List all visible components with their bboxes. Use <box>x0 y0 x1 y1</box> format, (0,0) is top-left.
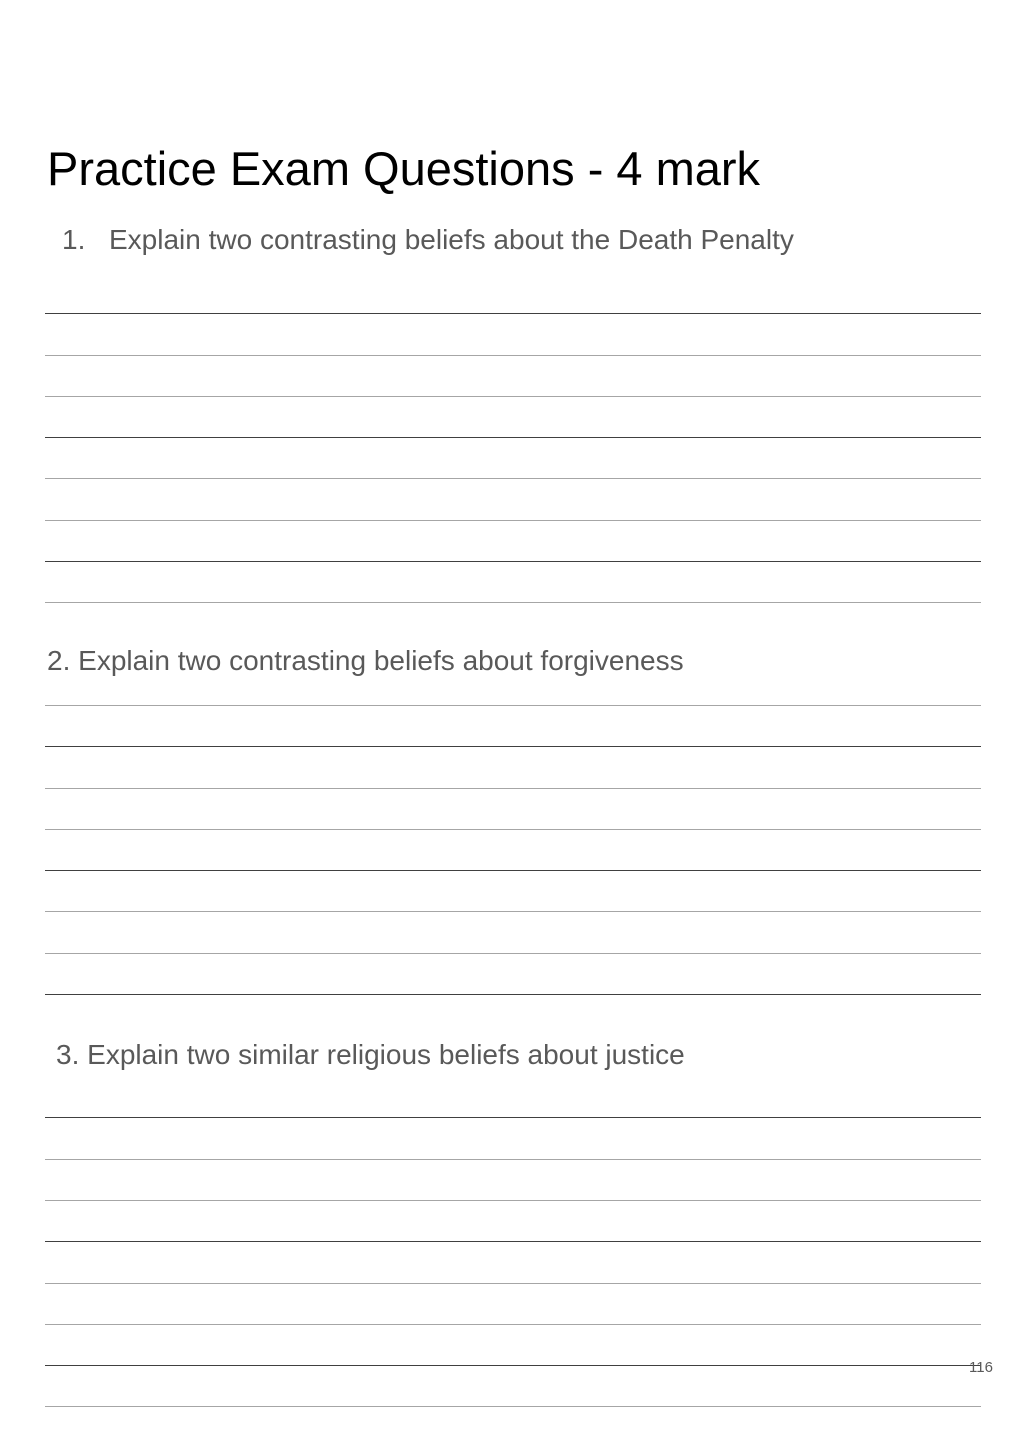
question-1-number: 1. <box>62 224 86 255</box>
answer-line <box>45 1324 981 1325</box>
answer-line <box>45 1159 981 1160</box>
page-title: Practice Exam Questions - 4 mark <box>47 142 761 195</box>
answer-line <box>45 355 981 356</box>
question-3-number: 3. <box>56 1039 80 1070</box>
answer-line <box>45 602 981 603</box>
answer-line <box>45 829 981 830</box>
question-2-number: 2. <box>47 645 71 676</box>
answer-line <box>45 953 981 954</box>
question-2-text: Explain two contrasting beliefs about forgiveness <box>78 645 684 676</box>
answer-line <box>45 478 981 479</box>
page-number: 116 <box>969 1359 993 1376</box>
answer-line <box>45 746 981 747</box>
answer-line <box>45 437 981 438</box>
answer-line <box>45 911 981 912</box>
question-3-text: Explain two similar religious beliefs about justice <box>87 1039 685 1070</box>
question-3 <box>56 1038 685 1072</box>
answer-line <box>45 1117 981 1118</box>
answer-line <box>45 313 981 314</box>
question-1 <box>62 223 794 257</box>
answer-line <box>45 520 981 521</box>
question-2 <box>47 644 684 678</box>
answer-line <box>45 1283 981 1284</box>
answer-line <box>45 396 981 397</box>
question-1-text: Explain two contrasting beliefs about the Death Penalty <box>109 224 794 255</box>
answer-line <box>45 870 981 871</box>
answer-line <box>45 561 981 562</box>
answer-line <box>45 1241 981 1242</box>
answer-line <box>45 1200 981 1201</box>
answer-line <box>45 1365 981 1366</box>
answer-line <box>45 705 981 706</box>
answer-line <box>45 788 981 789</box>
answer-line <box>45 1406 981 1407</box>
answer-line <box>45 994 981 995</box>
